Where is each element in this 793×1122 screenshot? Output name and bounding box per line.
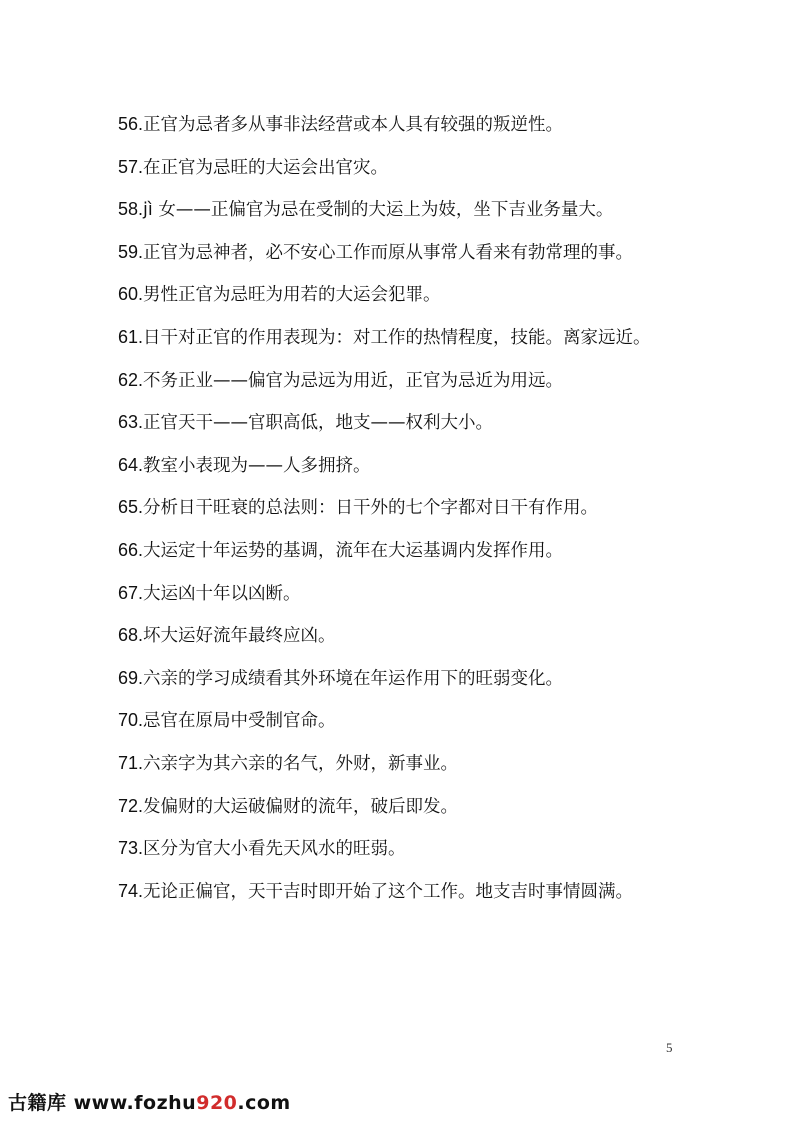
list-item: 63.正官天干——官职高低，地支——权利大小。	[118, 412, 494, 434]
list-item: 67.大运凶十年以凶断。	[118, 582, 301, 604]
list-item: 66.大运定十年运势的基调，流年在大运基调内发挥作用。	[118, 539, 564, 561]
list-item: 69.六亲的学习成绩看其外环境在年运作用下的旺弱变化。	[118, 667, 564, 689]
list-item: 73.区分为官大小看先天风水的旺弱。	[118, 838, 406, 860]
list-item: 59.正官为忌神者，必不安心工作而原从事常人看来有勃常理的事。	[118, 241, 634, 263]
list-item: 68.坏大运好流年最终应凶。	[118, 625, 336, 647]
list-item: 65.分析日干旺衰的总法则：日干外的七个字都对日干有作用。	[118, 497, 599, 519]
list-item: 72.发偏财的大运破偏财的流年，破后即发。	[118, 795, 459, 817]
list-item: 57.在正官为忌旺的大运会出官灾。	[118, 156, 389, 178]
list-item: 60.男性正官为忌旺为用若的大运会犯罪。	[118, 284, 441, 306]
watermark-prefix: 古籍库 www.fozhu	[8, 1092, 197, 1114]
document-body	[118, 104, 678, 913]
watermark-suffix: .com	[237, 1092, 291, 1114]
list-item: 56.正官为忌者多从事非法经营或本人具有较强的叛逆性。	[118, 114, 564, 135]
list-item: 62.不务正业——偏官为忌远为用近，正官为忌近为用远。	[118, 369, 564, 391]
watermark	[8, 1088, 291, 1115]
list-item: 58.jì 女——正偏官为忌在受制的大运上为妓，坐下吉业务量大。	[118, 199, 614, 221]
page-number: 5	[666, 1040, 673, 1055]
watermark-accent: 920	[196, 1092, 238, 1114]
list-item: 70.忌官在原局中受制官命。	[118, 710, 336, 732]
list-item: 64.教室小表现为——人多拥挤。	[118, 454, 371, 476]
list-item: 61.日干对正官的作用表现为：对工作的热情程度，技能。离家远近。	[118, 326, 651, 348]
list-item: 74.无论正偏官，天干吉时即开始了这个工作。地支吉时事情圆满。	[118, 880, 634, 902]
list-item: 71.六亲字为其六亲的名气，外财，新事业。	[118, 752, 459, 774]
